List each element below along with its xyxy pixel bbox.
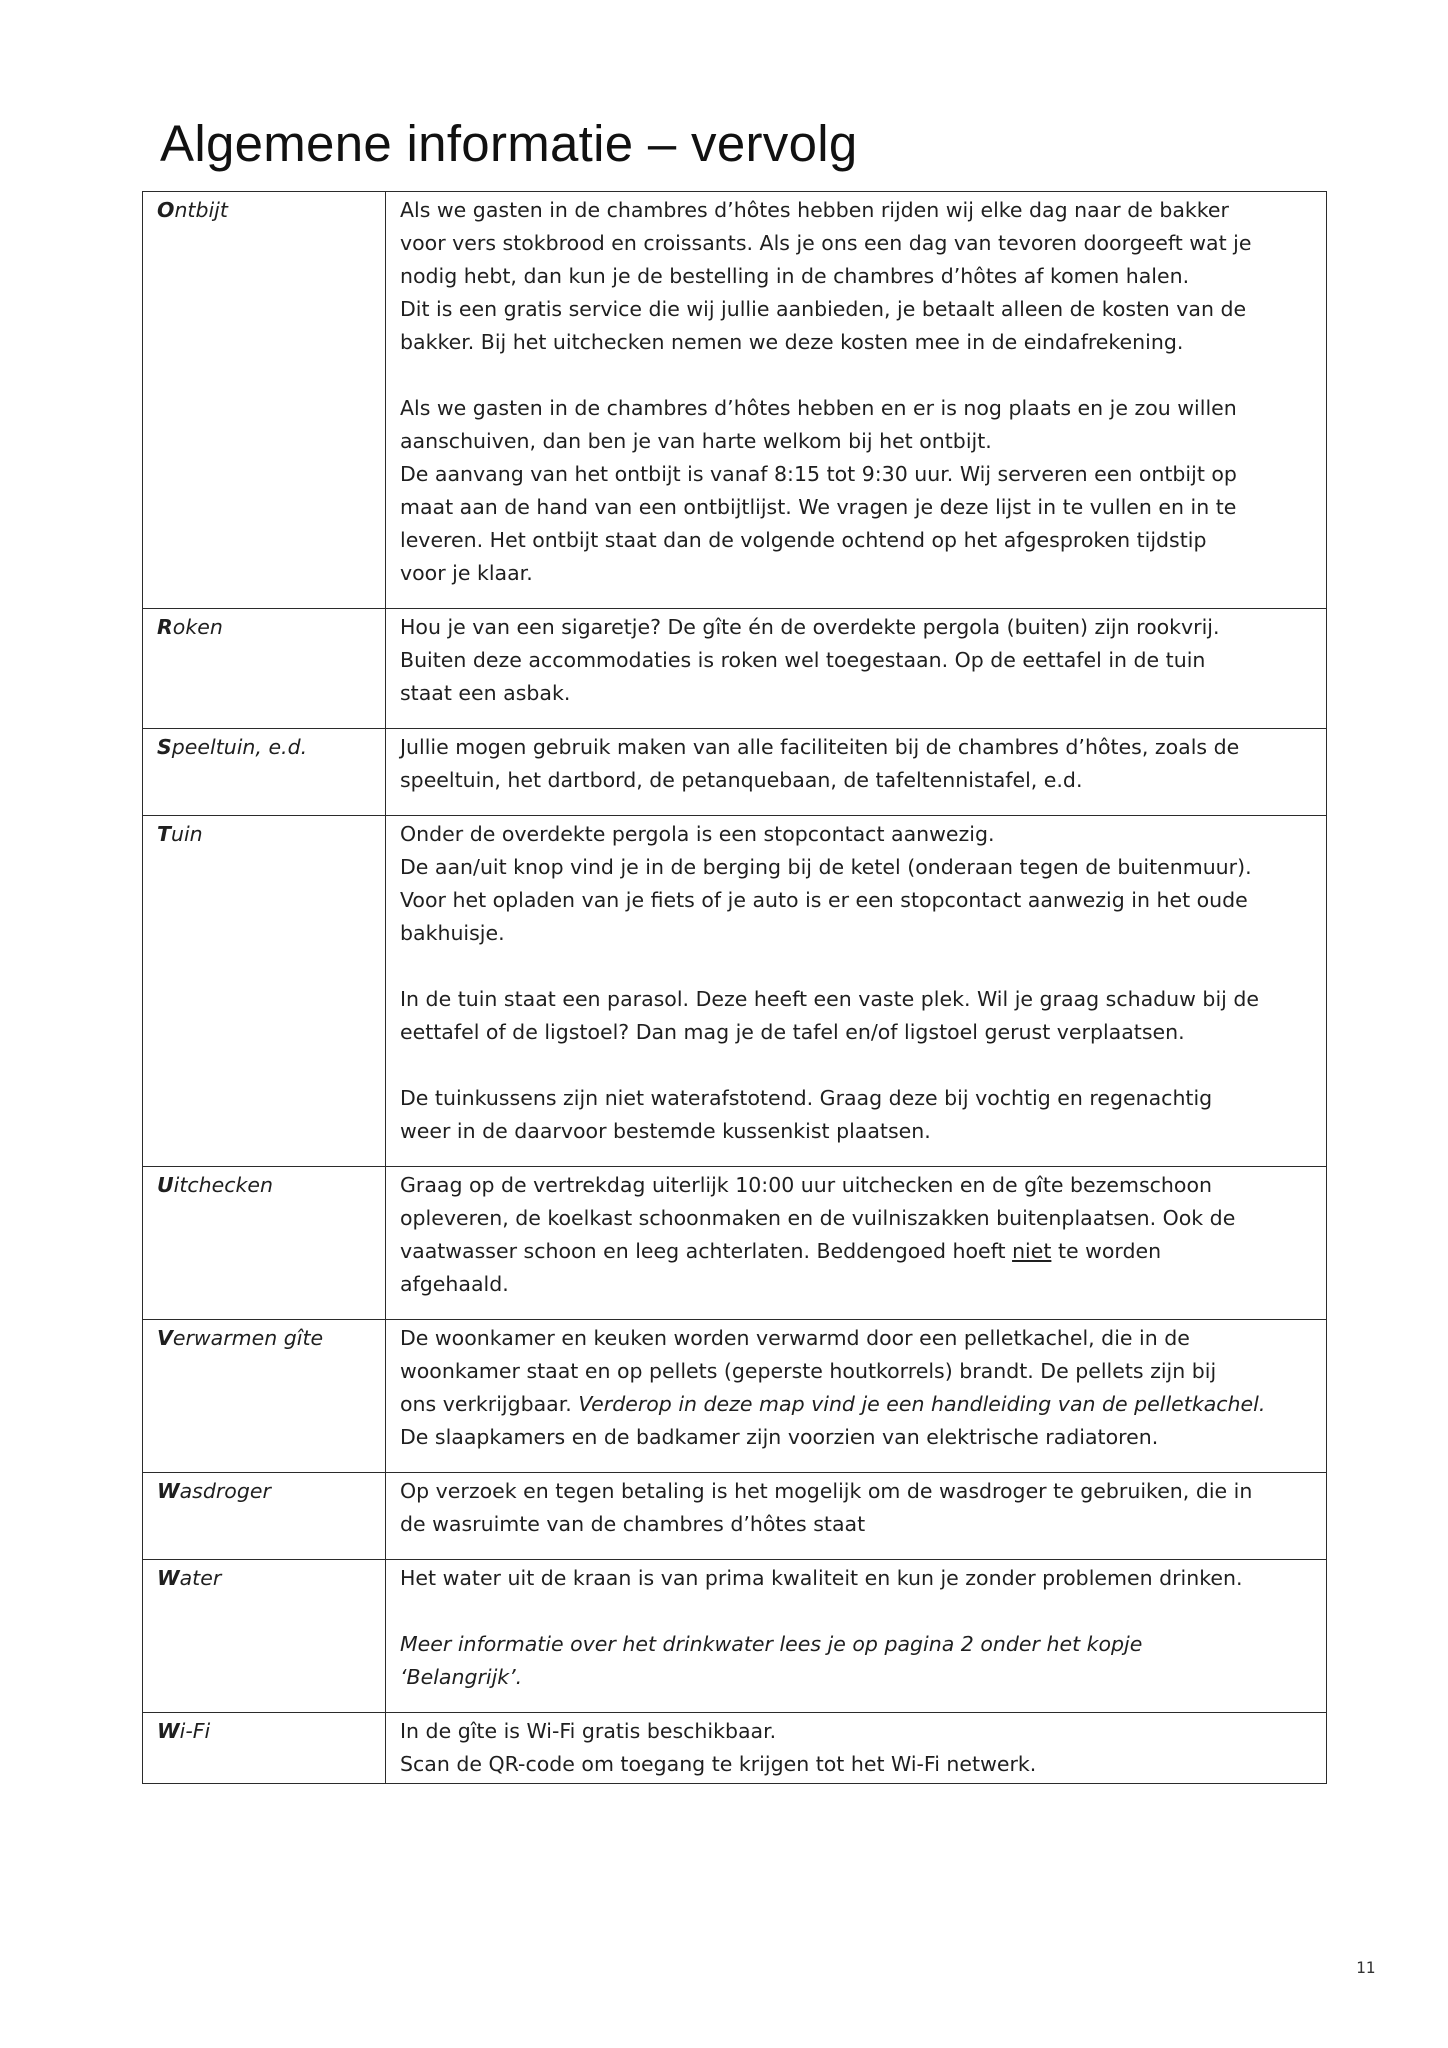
italic-paragraph: Meer informatie over het drinkwater lees je op pagina 2 onder het kopje ‘Belangrijk’. — [400, 1632, 1143, 1689]
row-label: Uitchecken — [143, 1167, 386, 1320]
paragraph: Als we gasten in de chambres d’hôtes hebben en er is nog plaats en je zou willen aanschuiven, dan ben je van harte welkom bij het ontbijt. De aanvang van het ontbijt is vanaf 8:15 tot 9:30 uur. Wij serveren een ontbijt op maat aan de hand van een ontbijtlijst. We vragen je deze lijst in te vullen en in te leveren. Het ontbijt staat dan de volgende ochtend op het afgesproken tijdstip voor je klaar. — [400, 396, 1237, 585]
row-body — [386, 729, 1327, 816]
row-body — [386, 1713, 1327, 1784]
row-label: Wi-Fi — [143, 1713, 386, 1784]
row-body — [386, 609, 1327, 729]
paragraph: Het water uit de kraan is van prima kwaliteit en kun je zonder problemen drinken. — [400, 1566, 1243, 1590]
paragraph: Op verzoek en tegen betaling is het mogelijk om de wasdroger te gebruiken, die in de wasruimte van de chambres d’hôtes staat — [400, 1479, 1253, 1536]
paragraph: Als we gasten in de chambres d’hôtes hebben rijden wij elke dag naar de bakker voor vers stokbrood en croissants. Als je ons een dag van tevoren doorgeeft wat je nodig hebt, dan kun je de bestelling in de chambres d’hôtes af komen halen. Dit is een gratis service die wij jullie aanbieden, je betaalt alleen de kosten van de bakker. Bij het uitchecken nemen we deze kosten mee in de eindafrekening. — [400, 198, 1252, 354]
page-number: 11 — [1356, 1958, 1376, 1977]
table-row-verwarmen — [143, 1320, 1327, 1473]
row-body — [386, 1473, 1327, 1560]
row-label: Ontbijt — [143, 192, 386, 609]
table-row-wifi — [143, 1713, 1327, 1784]
row-label: Wasdroger — [143, 1473, 386, 1560]
row-body — [386, 1320, 1327, 1473]
paragraph: Graag op de vertrekdag uiterlijk 10:00 uur uitchecken en de gîte bezemschoon opleveren, de koelkast schoonmaken en de vuilniszakken buitenplaatsen. Ook de vaatwasser schoon en leeg achterlaten. Beddengoed hoeft niet te worden afgehaald. — [400, 1173, 1236, 1296]
paragraph: Jullie mogen gebruik maken van alle faciliteiten bij de chambres d’hôtes, zoals de speeltuin, het dartbord, de petanquebaan, de tafeltennistafel, e.d. — [400, 735, 1240, 792]
italic-note: Verderop in deze map vind je een handleiding van de pelletkachel. — [578, 1392, 1266, 1416]
underlined-word: niet — [1012, 1239, 1052, 1263]
table-row-ontbijt — [143, 192, 1327, 609]
row-label: Roken — [143, 609, 386, 729]
row-body — [386, 816, 1327, 1167]
page-title: Algemene informatie – vervolg — [160, 115, 858, 172]
paragraph: De woonkamer en keuken worden verwarmd door een pelletkachel, die in de woonkamer staat en op pellets (geperste houtkorrels) brandt. De pellets zijn bij ons verkrijgbaar. Verderop in deze map vind je een handleiding van de pelletkachel. De slaapkamers en de badkamer zijn voorzien van elektrische radiatoren. — [400, 1326, 1266, 1449]
row-label: Water — [143, 1560, 386, 1713]
paragraph: Onder de overdekte pergola is een stopcontact aanwezig. De aan/uit knop vind je in de berging bij de ketel (onderaan tegen de buitenmuur). Voor het opladen van je fiets of je auto is er een stopcontact aanwezig in het oude bakhuisje. — [400, 822, 1252, 945]
row-body — [386, 1560, 1327, 1713]
info-table — [142, 191, 1327, 1784]
row-label: Verwarmen gîte — [143, 1320, 386, 1473]
table-row-tuin — [143, 816, 1327, 1167]
table-row-speeltuin — [143, 729, 1327, 816]
table-row-uitchecken — [143, 1167, 1327, 1320]
table-row-wasdroger — [143, 1473, 1327, 1560]
table-row-water — [143, 1560, 1327, 1713]
paragraph: De tuinkussens zijn niet waterafstotend. Graag deze bij vochtig en regenachtig weer in de daarvoor bestemde kussenkist plaatsen. — [400, 1086, 1213, 1143]
table-row-roken — [143, 609, 1327, 729]
row-body — [386, 1167, 1327, 1320]
paragraph: In de tuin staat een parasol. Deze heeft een vaste plek. Wil je graag schaduw bij de eettafel of de ligstoel? Dan mag je de tafel en/of ligstoel gerust verplaatsen. — [400, 987, 1259, 1044]
row-label: Tuin — [143, 816, 386, 1167]
paragraph: In de gîte is Wi-Fi gratis beschikbaar. Scan de QR-code om toegang te krijgen tot het Wi-Fi netwerk. — [400, 1719, 1037, 1776]
paragraph: Hou je van een sigaretje? De gîte én de overdekte pergola (buiten) zijn rookvrij. Buiten deze accommodaties is roken wel toegestaan. Op de eettafel in de tuin staat een asbak. — [400, 615, 1220, 705]
row-body — [386, 192, 1327, 609]
row-label: Speeltuin, e.d. — [143, 729, 386, 816]
